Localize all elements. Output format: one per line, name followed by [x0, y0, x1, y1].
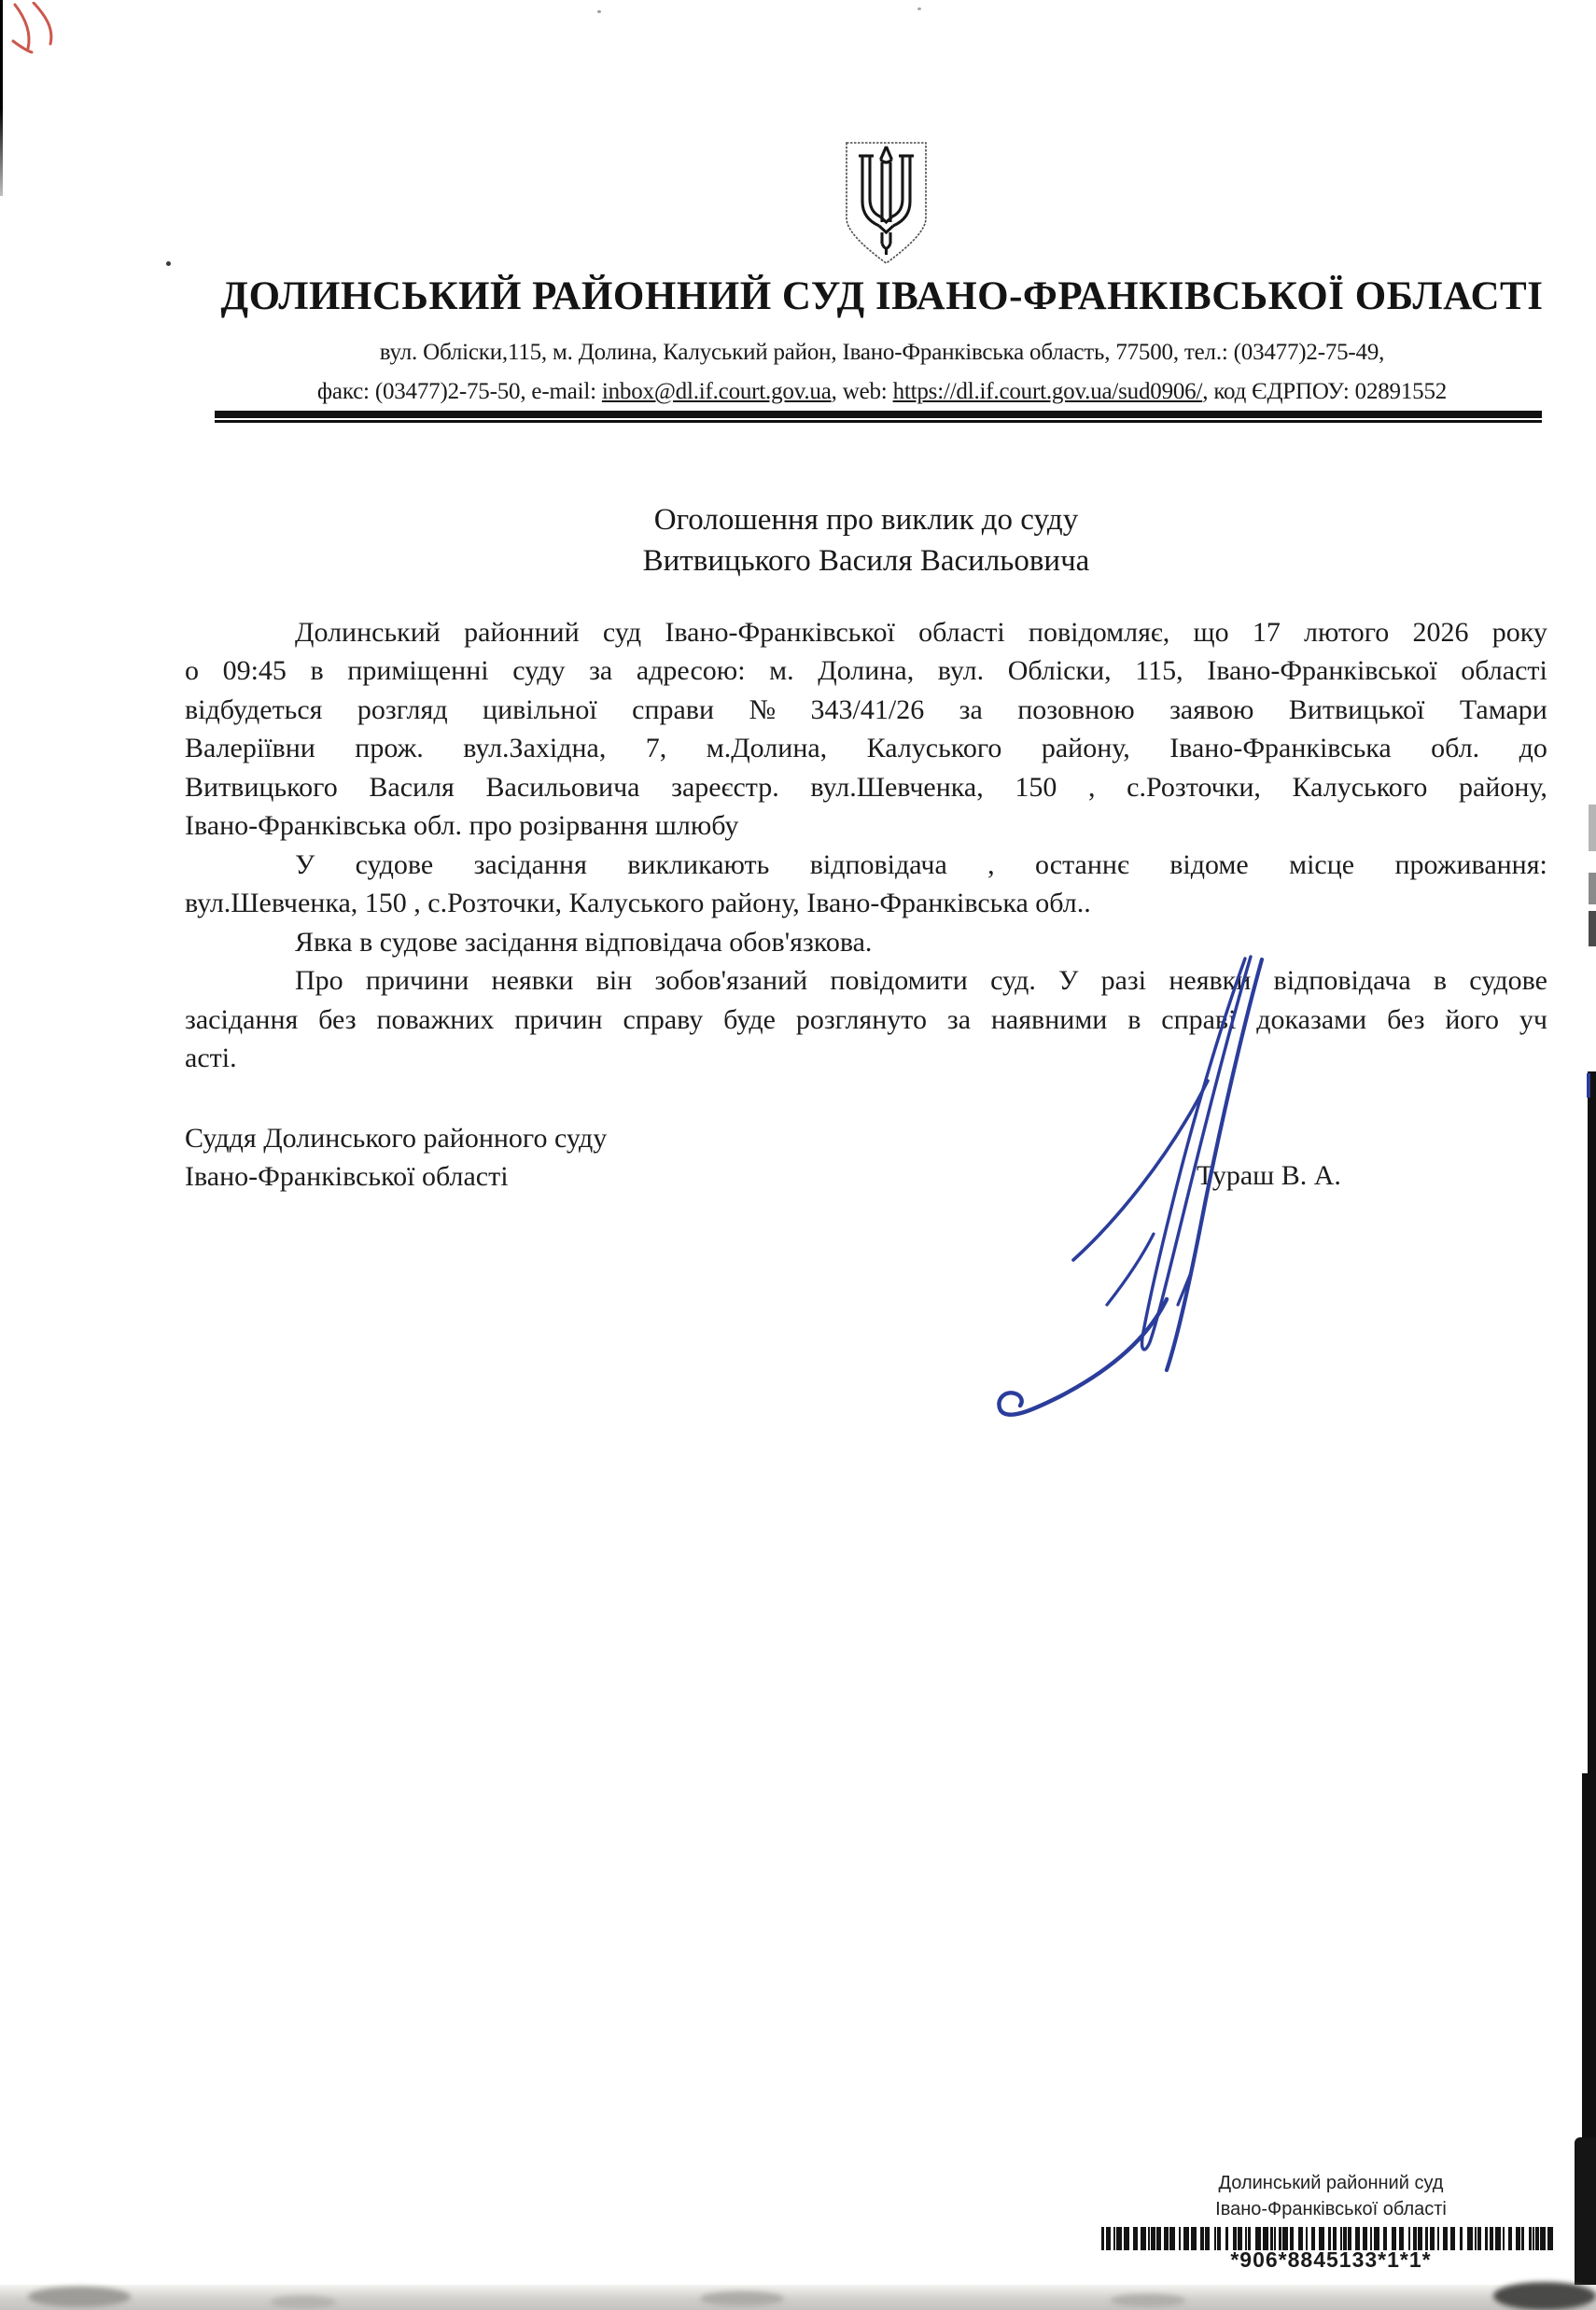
scan-artifact-edge-dash — [1589, 805, 1596, 851]
body-line: асті. — [185, 1043, 237, 1073]
ukraine-trident-emblem-icon — [837, 140, 935, 268]
document-title-line1: Оголошення про виклик до суду — [653, 503, 1079, 537]
body-line: У судове засідання викликають відповідача , останнє відоме місце проживання: — [295, 849, 1547, 880]
scan-artifact-speck — [166, 261, 171, 266]
judge-title-line1: Суддя Долинського районного суду — [185, 1123, 608, 1154]
body-line: Про причини неявки він зобов'язаний повідомити суд. У разі неявки відповідача в судове — [295, 965, 1547, 996]
judge-signature-ink — [971, 924, 1288, 1447]
body-line: о 09:45 в приміщенні суду за адресою: м. Долина, вул. Обліски, 115, Івано-Франківської області — [185, 655, 1547, 686]
body-line: засідання без поважних причин справу буде розглянуто за наявними в справі доказами без його уч — [185, 1004, 1547, 1035]
body-line: відбудеться розгляд цивільної справи № 343/41/26 за позовною заявою Витвицької Тамари — [185, 694, 1547, 725]
scan-artifact-speck — [597, 10, 601, 13]
body-line: Валеріївни прож. вул.Західна, 7, м.Долина, Калуського району, Івано-Франківська обл. до — [185, 733, 1547, 763]
scan-artifact-red-marks — [9, 2, 75, 63]
document-title-line2: Витвицького Василя Васильовича — [642, 544, 1090, 578]
stamp-court-region: Івано-Франківської області — [1215, 2199, 1447, 2219]
scan-artifact-blotch — [1493, 2282, 1596, 2310]
scan-artifact-speck — [917, 7, 921, 10]
scan-artifact-left-edge — [0, 0, 3, 196]
scan-artifact-blotch — [28, 2287, 131, 2307]
judge-title-line2: Івано-Франківської області — [185, 1161, 509, 1192]
barcode-number: *906*8845133*1*1* — [1230, 2247, 1432, 2272]
scan-artifact-edge-dash — [1589, 911, 1596, 946]
body-line: Івано-Франківська обл. про розірвання шлюбу — [185, 810, 739, 841]
edrpou-label: , код ЄДРПОУ: 02891552 — [1202, 379, 1448, 404]
scan-artifact-blue-tick — [1587, 1073, 1590, 1098]
body-line: Долинський районний суд Івано-Франківської області повідомляє, що 17 лютого 2026 року — [295, 617, 1547, 648]
scan-artifact-bottom-strip — [0, 2285, 1596, 2310]
scan-artifact-blotch — [1111, 2294, 1185, 2307]
scan-artifact-edge-dash — [1589, 873, 1596, 904]
scan-artifact-blotch — [700, 2291, 784, 2306]
body-line: Явка в судове засідання відповідача обов'язкова. — [295, 927, 873, 958]
web-label: , web: — [831, 379, 893, 404]
court-contacts-line — [219, 379, 1545, 405]
scan-artifact-blotch — [271, 2296, 336, 2309]
stamp-court-name: Долинський районний суд — [1218, 2173, 1444, 2193]
body-line: Витвицького Василя Васильовича зареєстр. вул.Шевченка, 150 , с.Розточки, Калуського району, — [185, 772, 1547, 803]
court-email-text: inbox@dl.if.court.gov.ua — [601, 379, 832, 404]
header-divider-rule — [215, 411, 1542, 423]
judge-name: Тураш В. А. — [1197, 1160, 1341, 1191]
fax-label: факс: (03477)2-75-50, e-mail: — [316, 379, 602, 404]
body-line: вул.Шевченка, 150 , с.Розточки, Калуського району, Івано-Франківська обл.. — [185, 888, 1091, 918]
court-name-heading: ДОЛИНСЬКИЙ РАЙОННИЙ СУД ІВАНО-ФРАНКІВСЬКОЇ ОБЛАСТІ — [220, 274, 1544, 318]
court-website-text: https://dl.if.court.gov.ua/sud0906/ — [892, 379, 1203, 404]
court-address-line: вул. Обліски,115, м. Долина, Калуський район, Івано-Франківська область, 77500, тел.: (03477)2-75-49, — [379, 340, 1385, 365]
